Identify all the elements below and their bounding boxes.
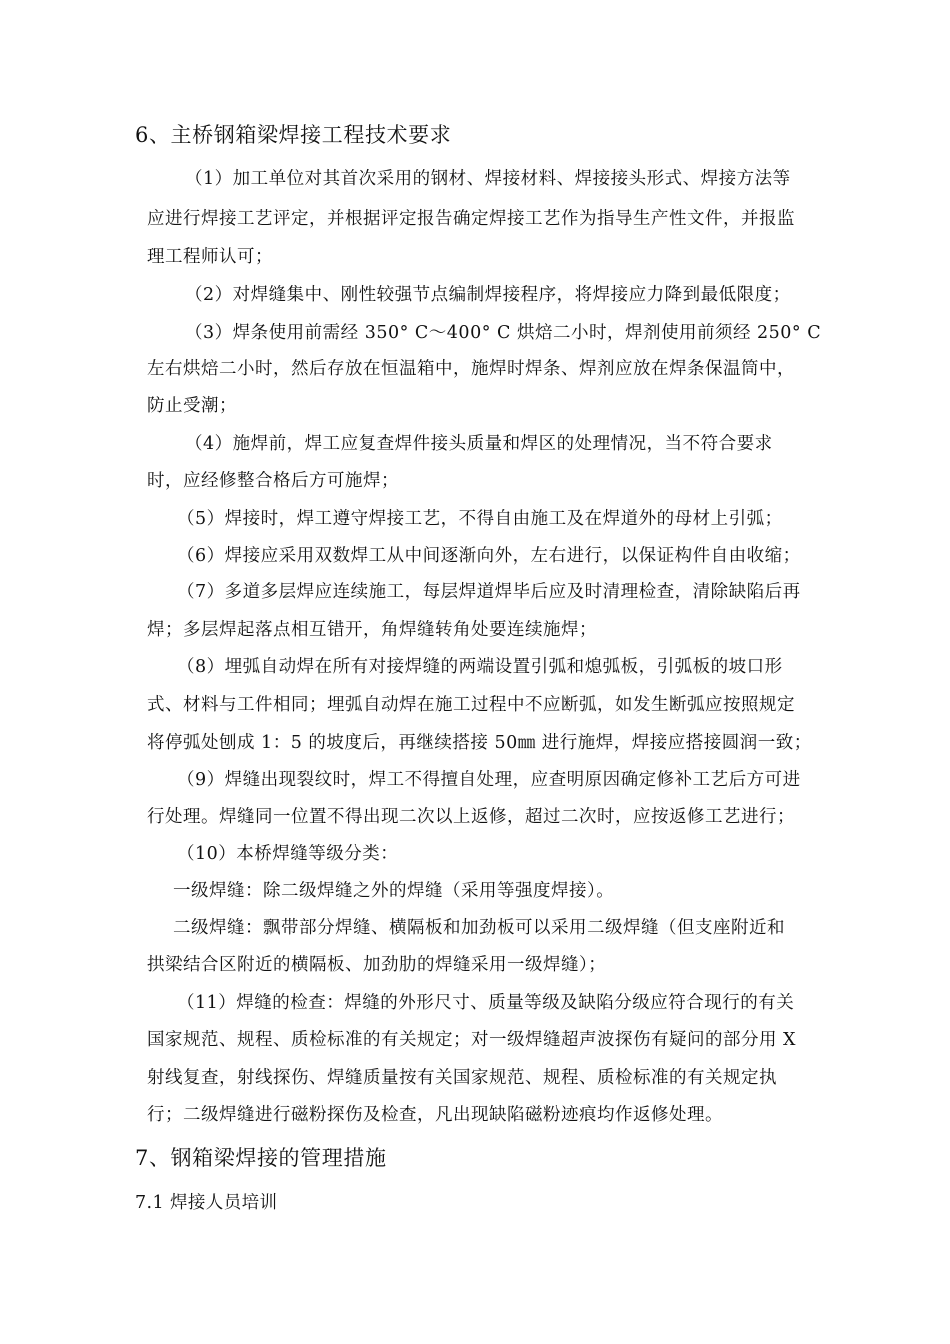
paragraph-line: （6）焊接应采用双数焊工从中间逐渐向外，左右进行，以保证构件自由收缩；: [177, 546, 801, 566]
paragraph-line: （11）焊缝的检查：焊缝的外形尺寸、质量等级及缺陷分级应符合现行的有关: [177, 993, 795, 1013]
paragraph-line: 拱梁结合区附近的横隔板、加劲肋的焊缝采用一级焊缝）；: [147, 955, 607, 975]
paragraph-line: 国家规范、规程、质检标准的有关规定；对一级焊缝超声波探伤有疑问的部分用 X: [147, 1030, 797, 1050]
paragraph-line: 理工程师认可；: [147, 247, 273, 267]
paragraph-line: 左右烘焙二小时，然后存放在恒温箱中，施焊时焊条、焊剂应放在焊条保温筒中，: [147, 359, 795, 379]
paragraph-line: （10）本桥焊缝等级分类：: [177, 844, 399, 864]
paragraph-line: （5）焊接时，焊工遵守焊接工艺，不得自由施工及在焊道外的母材上引弧；: [177, 509, 783, 529]
paragraph-line: （1）加工单位对其首次采用的钢材、焊接材料、焊接接头形式、焊接方法等: [185, 169, 791, 189]
paragraph-line: 时，应经修整合格后方可施焊；: [147, 471, 399, 491]
paragraph-line: （7）多道多层焊应连续施工，每层焊道焊毕后应及时清理检查，清除缺陷后再: [177, 582, 801, 602]
paragraph-line: （3）焊条使用前需经 350° C～400° C 烘焙二小时，焊剂使用前须经 250° C: [185, 323, 822, 343]
paragraph-line: 防止受潮；: [147, 396, 237, 416]
section-6-heading: 6、主桥钢箱梁焊接工程技术要求: [135, 123, 452, 147]
section-7-heading: 7、钢箱梁焊接的管理措施: [135, 1146, 387, 1170]
paragraph-line: 一级焊缝：除二级焊缝之外的焊缝（采用等强度焊接）。: [173, 881, 615, 901]
paragraph-line: 式、材料与工件相同；埋弧自动焊在施工过程中不应断弧，如发生断弧应按照规定: [147, 695, 795, 715]
paragraph-line: （2）对焊缝集中、刚性较强节点编制焊接程序，将焊接应力降到最低限度；: [185, 285, 791, 305]
paragraph-line: 应进行焊接工艺评定，并根据评定报告确定焊接工艺作为指导生产性文件，并报监: [147, 209, 795, 229]
paragraph-line: （4）施焊前，焊工应复查焊件接头质量和焊区的处理情况，当不符合要求: [185, 434, 773, 454]
paragraph-line: 焊；多层焊起落点相互错开，角焊缝转角处要连续施焊；: [147, 620, 597, 640]
paragraph-line: （9）焊缝出现裂纹时，焊工不得擅自处理，应查明原因确定修补工艺后方可进: [177, 770, 801, 790]
paragraph-line: 行处理。焊缝同一位置不得出现二次以上返修，超过二次时，应按返修工艺进行；: [147, 807, 795, 827]
section-7-1-heading: 7.1 焊接人员培训: [135, 1193, 278, 1213]
paragraph-line: （8）埋弧自动焊在所有对接焊缝的两端设置引弧和熄弧板，引弧板的坡口形: [177, 657, 783, 677]
paragraph-line: 将停弧处刨成 1：5 的坡度后，再继续搭接 50㎜ 进行施焊，焊接应搭接圆润一致；: [147, 733, 812, 753]
paragraph-line: 射线复查，射线探伤、焊缝质量按有关国家规范、规程、质检标准的有关规定执: [147, 1068, 777, 1088]
paragraph-line: 二级焊缝：飘带部分焊缝、横隔板和加劲板可以采用二级焊缝（但支座附近和: [173, 918, 785, 938]
paragraph-line: 行；二级焊缝进行磁粉探伤及检查，凡出现缺陷磁粉迹痕均作返修处理。: [147, 1105, 723, 1125]
